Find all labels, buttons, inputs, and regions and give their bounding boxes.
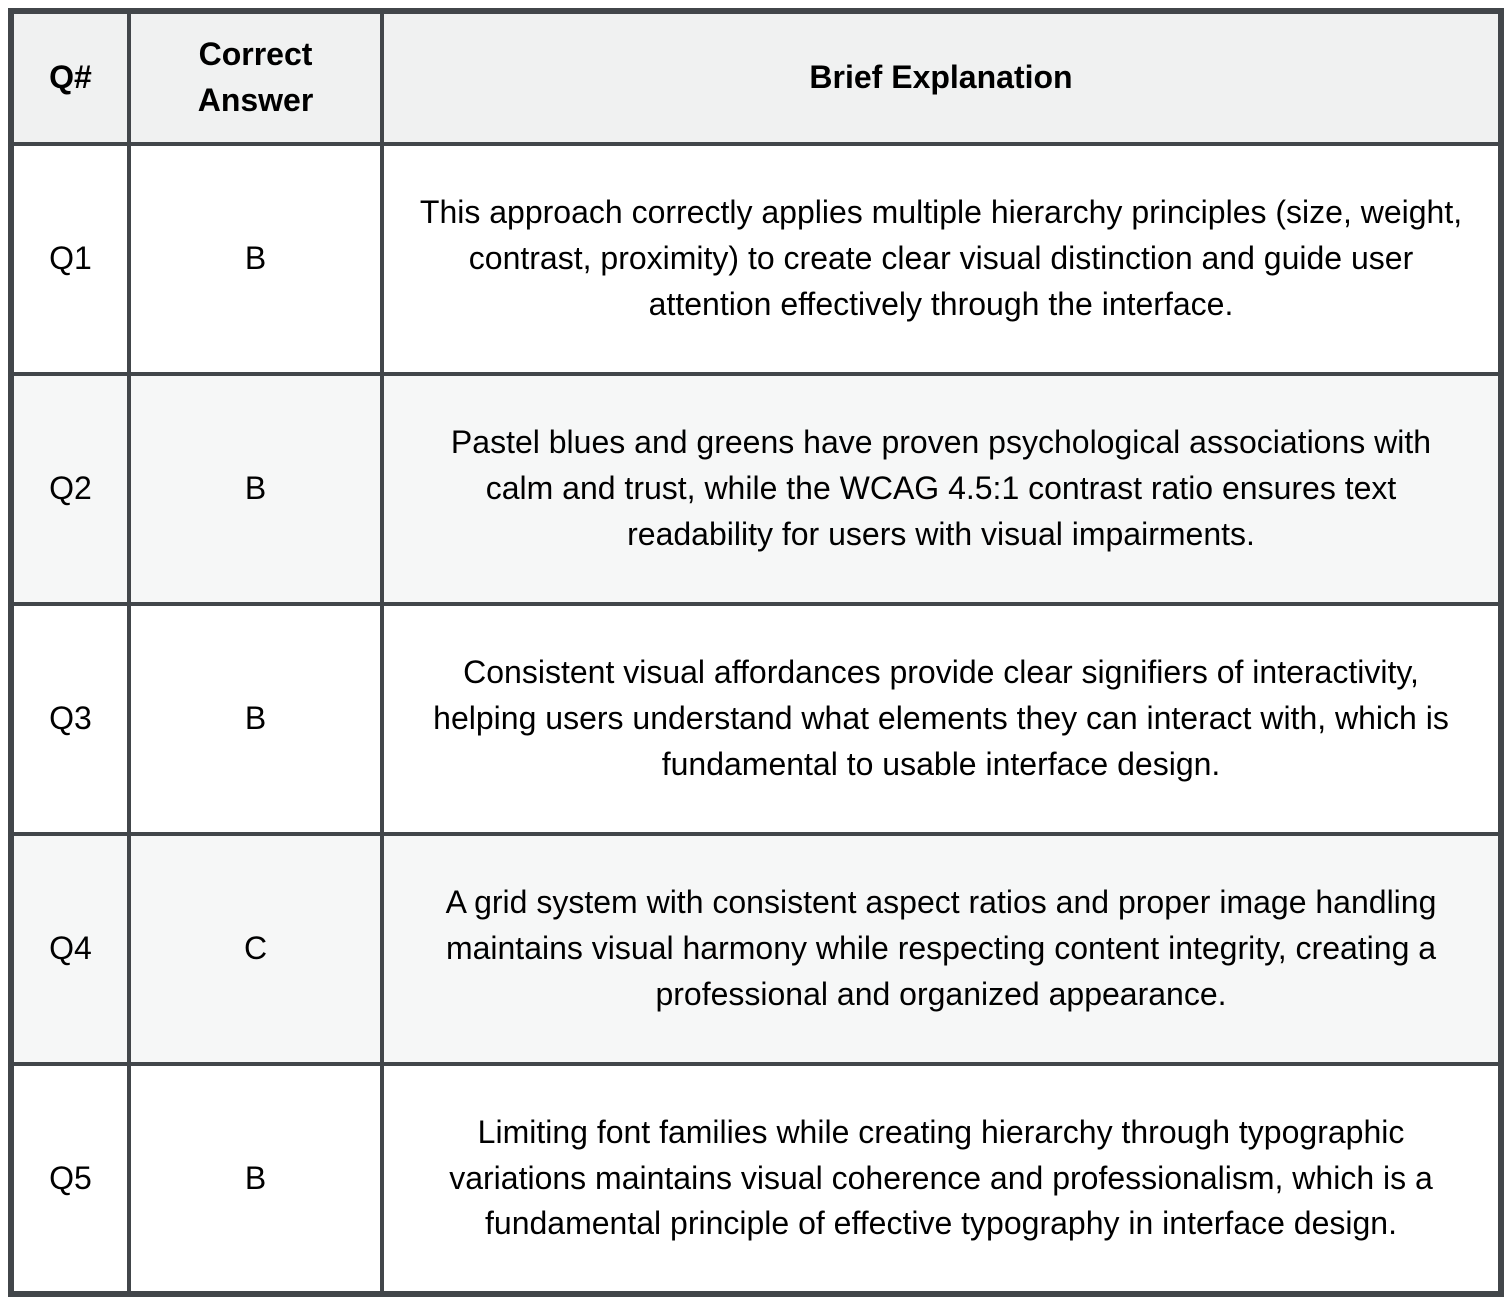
cell-correct-answer: B xyxy=(129,1064,382,1294)
cell-question-number: Q3 xyxy=(11,604,129,834)
header-cell-brief-explanation: Brief Explanation xyxy=(382,11,1501,144)
cell-explanation: Consistent visual affordances provide clear signifiers of interactivity, helping users understand what elements they can interact with, which is fundamental to usable interface design. xyxy=(382,604,1501,834)
table-body xyxy=(11,144,1501,1294)
cell-correct-answer: C xyxy=(129,834,382,1064)
cell-question-number: Q4 xyxy=(11,834,129,1064)
answer-key-table xyxy=(8,8,1504,1297)
cell-explanation: A grid system with consistent aspect ratios and proper image handling maintains visual harmony while respecting content integrity, creating a professional and organized appearance. xyxy=(382,834,1501,1064)
table-row xyxy=(11,1064,1501,1294)
header-row xyxy=(11,11,1501,144)
cell-correct-answer: B xyxy=(129,604,382,834)
cell-question-number: Q5 xyxy=(11,1064,129,1294)
cell-explanation: Pastel blues and greens have proven psychological associations with calm and trust, while the WCAG 4.5:1 contrast ratio ensures text readability for users with visual impairments. xyxy=(382,374,1501,604)
header-cell-correct-answer: Correct Answer xyxy=(129,11,382,144)
cell-correct-answer: B xyxy=(129,144,382,374)
table-row xyxy=(11,374,1501,604)
cell-question-number: Q1 xyxy=(11,144,129,374)
table-row xyxy=(11,144,1501,374)
table-row xyxy=(11,834,1501,1064)
table-row xyxy=(11,604,1501,834)
header-cell-question-number: Q# xyxy=(11,11,129,144)
cell-explanation: This approach correctly applies multiple hierarchy principles (size, weight, contrast, proximity) to create clear visual distinction and guide user attention effectively through the interface. xyxy=(382,144,1501,374)
cell-explanation: Limiting font families while creating hierarchy through typographic variations maintains visual coherence and professionalism, which is a fundamental principle of effective typography in interface design. xyxy=(382,1064,1501,1294)
cell-correct-answer: B xyxy=(129,374,382,604)
table-header xyxy=(11,11,1501,144)
cell-question-number: Q2 xyxy=(11,374,129,604)
